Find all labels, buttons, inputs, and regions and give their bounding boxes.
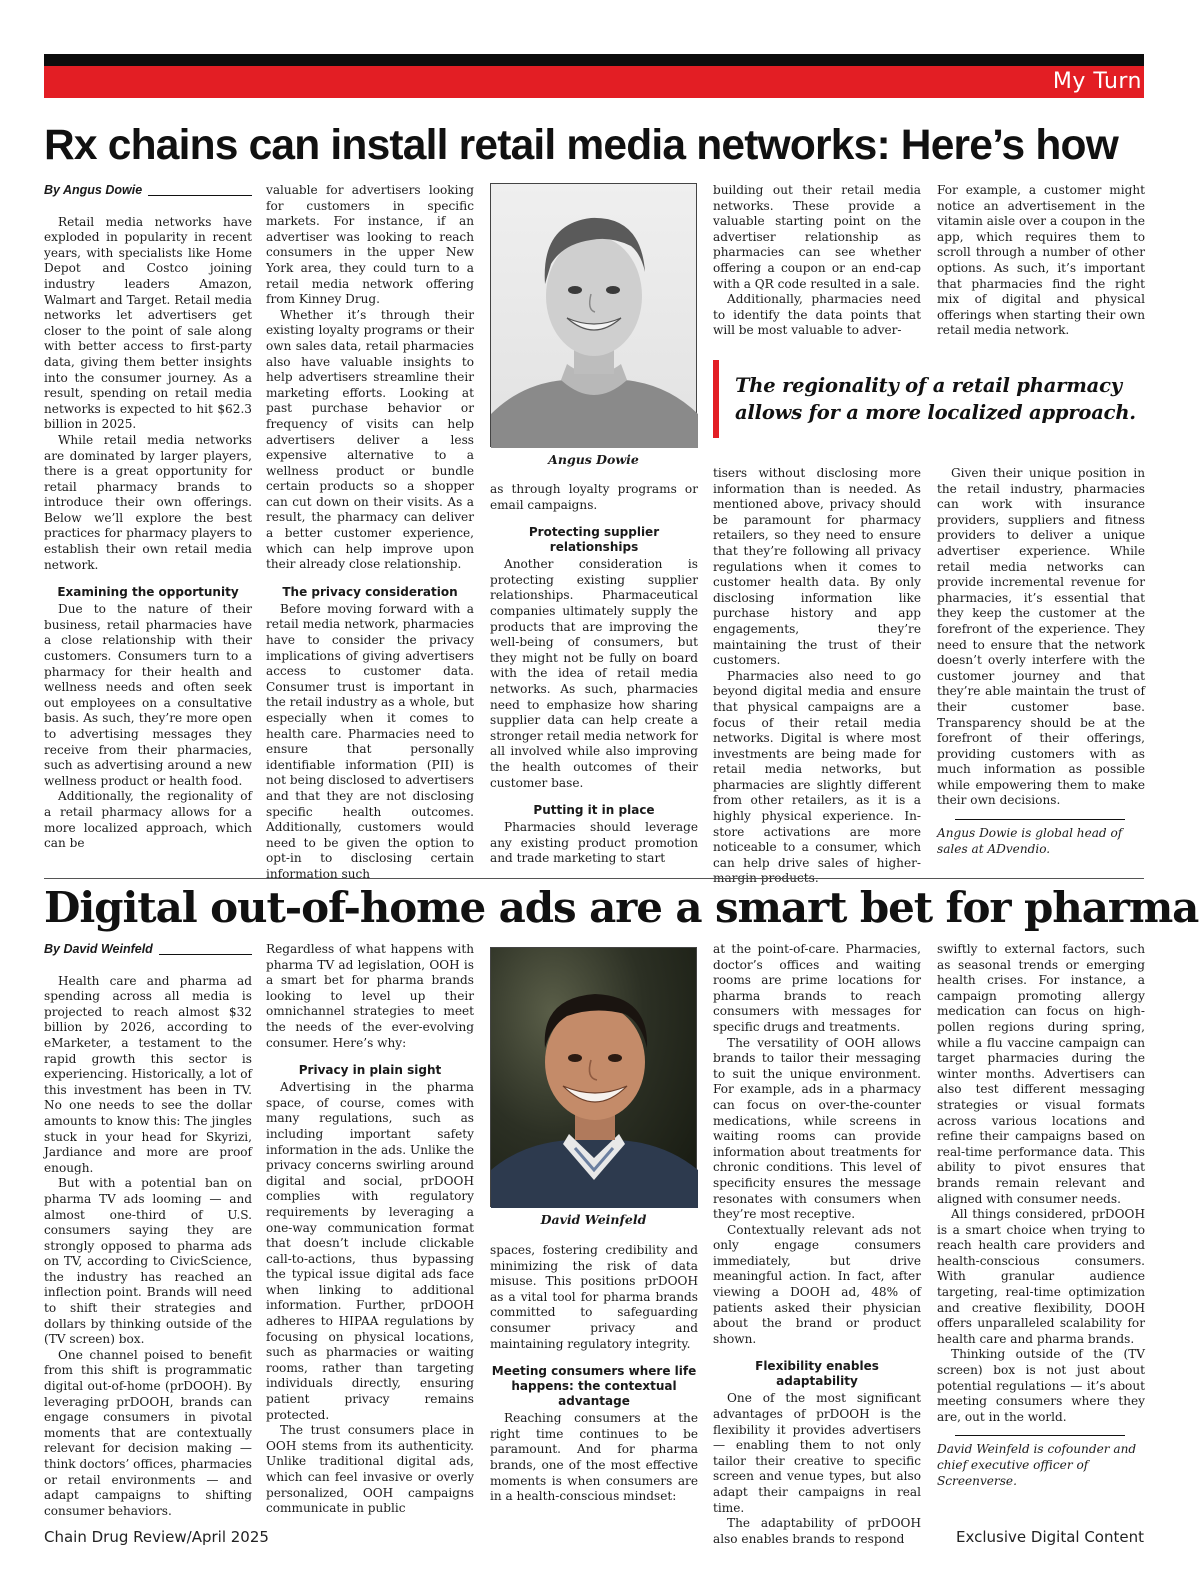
article2-column-5: swiftly to external factors, such as seasonal trends or emerging health crises. For instance, a campaign promoting allergy medication can focus on high-pollen regions during spring, while a flu vaccine campaign can target pharmacies during the winter months. Advertisers can also test different messaging strategies or visual formats across various locations and refine their campaigns based on real-time performance data. This ability to pivot ensures that brands remain relevant and aligned with consumer needs. All things considered, prDOOH is a smart choice when trying to reach health care providers and health-conscious consumers. With granular audience targeting, real-time optimization and creative flexibility, DOOH offers unparalleled scalability for health care and pharma brands. Thinking outside of the (TV screen) box is not just about potential regulations — it’s about meeting consumers where they are, out in the world. David Weinfeld is cofounder and chief executive officer of Screenverse. [937,942,1145,1488]
article1-column-4-top: building out their retail media networks. These provide a valuable starting point on the advertiser relationship as pharmacies can see whether offering a coupon or an end-cap with a QR code resulted in a sale. Additionally, pharmacies need to identify the data points that will be most valuable to adver- [713,183,921,338]
section-label: My Turn [1052,69,1142,94]
footer-content-label: Exclusive Digital Content [956,1528,1144,1546]
bio-rule [955,1435,1125,1436]
subhead-privacy-consideration: The privacy consideration [282,584,458,599]
article2-column-2: Regardless of what happens with pharma TV ad legislation, OOH is a smart bet for pharma brands looking to level up their omnichannel strategies to meet the needs of the ever-evolving consumer. Here’s why: Privacy in plain sight Advertising in the pharma space, of course, comes with many regulations, such as including important safety information in the ads. Unlike the privacy concerns swirling around digital and social, prDOOH complies with regulatory requirements by leveraging a one-way communication format that doesn’t include clickable call-to-actions, thus bypassing the typical issue digital ads face when linking to additional information. Further, prDOOH adheres to HIPAA regulations by focusing on physical locations, such as pharmacies or waiting rooms, rather than targeting individuals directly, ensuring patient privacy remains protected. The trust consumers place in OOH stems from its authenticity. Unlike traditional digital ads, which can feel invasive or overly personalized, OOH campaigns communicate in public [266,942,474,1516]
article1-column-2: valuable for advertisers looking for customers in specific markets. For instance, if an advertiser was looking to reach consumers in the upper New York area, they could turn to a retail media network offering from Kinney Drug. Whether it’s through their existing loyalty programs or their own sales data, retail pharmacies also have valuable insights to help advertisers streamline their marketing efforts. Looking at past purchase behavior or frequency of visits can help advertisers deliver a less expensive alternative to a wellness product or bundle certain products so a shopper can cut down on their visits. As a result, the pharmacy can deliver a better customer experience, which can help improve upon their already close relationship. The privacy consideration Before moving forward with a retail media network, pharmacies have to consider the privacy implications of giving advertisers access to customer data. Consumer trust is important in the retail industry as a whole, but especially when it comes to health care. Pharmacies need to ensure that personally identifiable information (PII) is not being disclosed to advertisers and that they are not disclosing specific health outcomes. Additionally, customers would need to be given the option to opt-in to disclosing certain information such [266,183,474,881]
author-bio-angus-dowie: Angus Dowie is global head of sales at ADvendio. [937,826,1123,856]
photo-caption-angus-dowie: Angus Dowie [548,452,639,467]
subhead-protecting-suppliers: Protecting supplier relationships [528,525,660,555]
author-photo-david-weinfeld [490,947,697,1207]
subhead-putting-in-place: Putting it in place [533,803,655,818]
footer-publication: Chain Drug Review/April 2025 [44,1528,269,1546]
article1-column-1: By Angus Dowie Retail media networks have exploded in popularity in recent years, with specialists like Home Depot and Costco joining industry leaders Amazon, Walmart and Target. Retail media networks let advertisers get closer to the point of sale along with better access to first-party data, giving them better insights into the consumer journey. As a result, spending on retail media networks is expected to hit $62.3 billion in 2025. While retail media networks are dominated by larger players, there is a great opportunity for retail pharmacy brands to introduce their own offerings. Below we’ll explore the best practices for pharmacy players to establish their own retail media network. Examining the opportunity Due to the nature of their business, retail pharmacies have a close relationship with their customers. Consumers turn to a pharmacy for their health and wellness needs and often seek out employees on a consultative basis. As such, they’re more open to advertising messages they receive from their pharmacies, such as advertising around a new wellness product or health food. Additionally, the regionality of a retail pharmacy allows for a more localized approach, which can be [44,183,252,851]
author-photo-angus-dowie [490,183,697,447]
subhead-meeting-consumers: Meeting consumers where life happens: the contextual advantage [491,1364,697,1409]
portrait-illustration [491,184,698,448]
header-black-bar [44,54,1144,66]
header-red-bar [44,66,1144,98]
article1-byline: By Angus Dowie [44,183,252,199]
subhead-examining-opportunity: Examining the opportunity [57,585,239,600]
article-divider [44,878,1144,879]
article1-column-5-bottom: Given their unique position in the retail industry, pharmacies can work with insurance providers, suppliers and fitness providers to deliver a unique advertiser experience. While retail media networks can provide incremental revenue for pharmacies, it’s essential that they keep the customer at the forefront of the experience. They need to ensure that the network doesn’t overly interfere with the customer journey and that they’re able maintain the trust of their customer base. Transparency should be at the forefront of their offerings, providing customers with as much information as possible while empowering them to make their own decisions. Angus Dowie is global head of sales at ADvendio. [937,466,1145,856]
article2-byline: By David Weinfeld [44,942,252,958]
subhead-privacy-plain-sight: Privacy in plain sight [298,1063,442,1078]
article1-column-5-top: For example, a customer might notice an advertisement in the vitamin aisle over a coupon in the app, which requires them to scroll through a number of other options. As such, it’s important that pharmacies find the right mix of digital and physical offerings when starting their own retail media network. [937,183,1145,338]
article1-column-4-bottom: tisers without disclosing more information than is needed. As mentioned above, privacy should be paramount for pharmacy retailers, so they need to ensure that they’re following all privacy regulations when it comes to customer health data. By only disclosing information like purchase history and app engagements, they’re maintaining the trust of their customers. Pharmacies also need to go beyond digital media and ensure that physical campaigns are a focus of their retail media networks. Digital is where most investments are being made for retail media networks, but pharmacies are slightly different from other retailers, as it is a highly physical experience. In-store activations are more noticeable to a consumer, which can help drive sales of higher-margin products. [713,466,921,886]
article2-column-4: at the point-of-care. Pharmacies, doctor’s offices and waiting rooms are prime locations for pharma brands to reach consumers with messages for specific drugs and treatments. The versatility of OOH allows brands to tailor their messaging to suit the unique environment. For example, ads in a pharmacy can focus on over-the-counter medications, while screens in waiting rooms can provide information about treatments for chronic conditions. This level of specificity ensures the message resonates with consumers when they’re most receptive. Contextually relevant ads not only engage consumers immediately, but drive meaningful action. In fact, after viewing a DOOH ad, 48% of patients asked their physician about the brand or product shown. Flexibility enables adaptability One of the most significant advantages of prDOOH is the flexibility it provides advertisers — enabling them to not only tailor their creative to specific screen and venue types, but also adapt their campaigns in real time. The adaptability of prDOOH also enables brands to respond [713,942,921,1546]
article2-column-1: By David Weinfeld Health care and pharma ad spending across all media is projected to reach almost $32 billion by 2026, according to eMarketer, a testament to the rapid growth this sector is experiencing. Historically, a lot of this investment has been in TV. No one needs to see the dollar amounts to know this: The jingles stuck in your head for Skyrizi, Jardiance and more are proof enough. But with a potential ban on pharma TV ads looming — and almost one-third of U.S. consumers saying they are strongly opposed to pharma ads on TV, according to CivicScience, the industry has reached an inflection point. Brands will need to shift their strategies and dollars by thinking outside of the (TV screen) box. One channel poised to benefit from this shift is programmatic digital out-of-home (prDOOH). By leveraging prDOOH, brands can engage consumers in pivotal moments that are contextually relevant for decision making — think doctors’ offices, pharmacies or retail environments — and adapt campaigns to shifting consumer behaviors. [44,942,252,1518]
article1-headline: Rx chains can install retail media networks: Here’s how [44,122,1118,169]
photo-caption-david-weinfeld: David Weinfeld [540,1212,647,1227]
article2-column-3: spaces, fostering credibility and minimizing the risk of data misuse. This positions prDOOH as a vital tool for pharma brands committed to safeguarding consumer privacy and maintaining regulatory integrity. Meeting consumers where life happens: the contextual advantage Reaching consumers at the right time continues to be paramount. And for pharma brands, one of the most effective moments is when consumers are in a health-conscious mindset: [490,1243,698,1504]
bio-rule [955,819,1125,820]
article1-column-3: as through loyalty programs or email campaigns. Protecting supplier relationships Another consideration is protecting existing supplier relationships. Pharmaceutical companies ultimately supply the products that are improving the well-being of consumers, but they might not be fully on board with the idea of retail media networks. As such, pharmacies need to emphasize how sharing supplier data can help create a stronger retail media network for all involved while also improving the health outcomes of their customer base. Putting it in place Pharmacies should leverage any existing product promotion and trade marketing to start [490,482,698,866]
article2-headline: Digital out-of-home ads are a smart bet for pharma [44,883,1199,932]
pull-quote: The regionality of a retail pharmacy allows for a more localized approach. [713,360,1143,438]
subhead-flexibility: Flexibility enables adaptability [755,1359,879,1389]
author-bio-david-weinfeld: David Weinfeld is cofounder and chief executive officer of Screenverse. [937,1442,1137,1488]
portrait-illustration [491,948,698,1208]
